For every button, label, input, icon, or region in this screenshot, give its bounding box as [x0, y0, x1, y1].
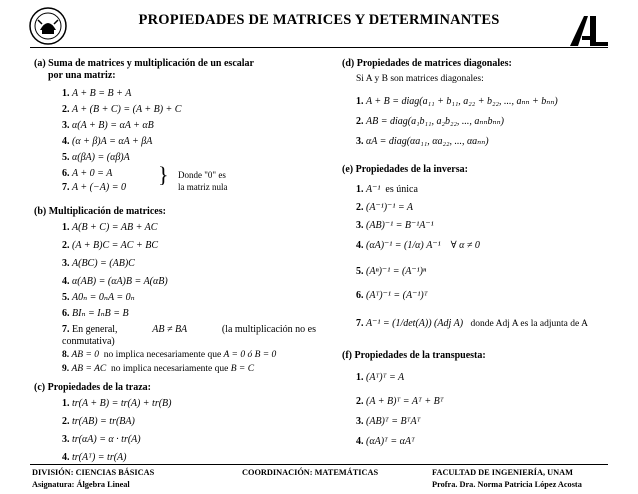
section-a-title: (a) Suma de matrices y multiplicación de un escalar: [34, 58, 254, 69]
section-d-intro: Si A y B son matrices diagonales:: [356, 74, 484, 84]
list-item-continuation: conmutativa): [62, 336, 115, 347]
footer-rule: [30, 464, 608, 465]
list-item: 2. (A⁻¹)⁻¹ = A: [356, 202, 413, 213]
list-item: 6. BIₙ = IₙB = B: [62, 308, 129, 319]
list-item: 3. α(A + B) = αA + αB: [62, 120, 154, 131]
list-item: 3. A(BC) = (AB)C: [62, 258, 135, 269]
footer-faculty: FACULTAD DE INGENIERÍA, UNAM: [432, 468, 573, 477]
list-item: 9. AB = AC no implica necesariamente que B = C: [62, 364, 255, 374]
list-item: 8. AB = 0 no implica necesariamente que A = 0 ó B = 0: [62, 350, 277, 360]
section-b-title: (b) Multiplicación de matrices:: [34, 206, 166, 217]
section-d-title: (d) Propiedades de matrices diagonales:: [342, 58, 512, 69]
header-rule: [30, 47, 608, 48]
list-item: 3. (AB)⁻¹ = B⁻¹A⁻¹: [356, 220, 434, 231]
list-item: 4. α(AB) = (αA)B = A(αB): [62, 276, 168, 287]
list-item: 4. tr(Aᵀ) = tr(A): [62, 452, 127, 463]
list-item: 2. tr(AB) = tr(BA): [62, 416, 135, 427]
list-item: 7. A + (−A) = 0: [62, 182, 126, 193]
list-item: 1. A + B = diag(a₁₁ + b₁₁, a₂₂ + b₂₂, ..., aₙₙ + bₙₙ): [356, 96, 558, 107]
section-f-title: (f) Propiedades de la transpuesta:: [342, 350, 486, 361]
footer-coordination: COORDINACIÓN: MATEMÁTICAS: [242, 468, 379, 477]
list-item: 6. (Aᵀ)⁻¹ = (A⁻¹)ᵀ: [356, 290, 428, 301]
list-item: 5. A0ₙ = 0ₙA = 0ₙ: [62, 292, 135, 303]
brace-icon: }: [158, 162, 169, 187]
note-line-1: Donde "0" es: [178, 170, 226, 180]
list-item: 1. (Aᵀ)ᵀ = A: [356, 372, 405, 383]
list-item: 2. (A + B)ᵀ = Aᵀ + Bᵀ: [356, 396, 444, 407]
list-item: 1. A(B + C) = AB + AC: [62, 222, 158, 233]
list-item: 5. (Aⁿ)⁻¹ = (A⁻¹)ⁿ: [356, 266, 427, 277]
list-item: 3. tr(αA) = α · tr(A): [62, 434, 141, 445]
note-line-2: la matriz nula: [178, 182, 228, 192]
list-item: 5. α(βA) = (αβ)A: [62, 152, 130, 163]
list-item: 3. αA = diag(αa₁₁, αa₂₂, ..., αaₙₙ): [356, 136, 489, 147]
list-item: 2. AB = diag(a₁b₁₁, a₂b₂₂, ..., aₙₙbₙₙ): [356, 116, 504, 127]
section-c-title: (c) Propiedades de la traza:: [34, 382, 152, 393]
list-item: 2. A + (B + C) = (A + B) + C: [62, 104, 182, 115]
footer-division: DIVISIÓN: CIENCIAS BÁSICAS: [32, 468, 155, 477]
list-item: 4. (αA)ᵀ = αAᵀ: [356, 436, 415, 447]
footer-author: Profra. Dra. Norma Patricia López Acosta: [432, 480, 582, 489]
section-e-title: (e) Propiedades de la inversa:: [342, 164, 468, 175]
list-item: 7. A⁻¹ = (1/det(A)) (Adj A) donde Adj A es la adjunta de A: [356, 318, 588, 329]
list-item: 7. En general, AB ≠ BA (la multiplicación no es: [62, 324, 316, 335]
list-item: 1. A⁻¹ es única: [356, 184, 418, 195]
footer-subject: Asignatura: Álgebra Lineal: [32, 480, 130, 489]
page-title: PROPIEDADES DE MATRICES Y DETERMINANTES: [138, 12, 500, 28]
list-item: 4. (α + β)A = αA + βA: [62, 136, 153, 147]
list-item: 6. A + 0 = A: [62, 168, 113, 179]
list-item: 3. (AB)ᵀ = BᵀAᵀ: [356, 416, 421, 427]
list-item: 1. tr(A + B) = tr(A) + tr(B): [62, 398, 172, 409]
list-item: 1. A + B = B + A: [62, 88, 132, 99]
list-item: 4. (αA)⁻¹ = (1/α) A⁻¹ ∀ α ≠ 0: [356, 240, 480, 251]
list-item: 2. (A + B)C = AC + BC: [62, 240, 158, 251]
section-a-title-2: por una matriz:: [48, 70, 116, 81]
